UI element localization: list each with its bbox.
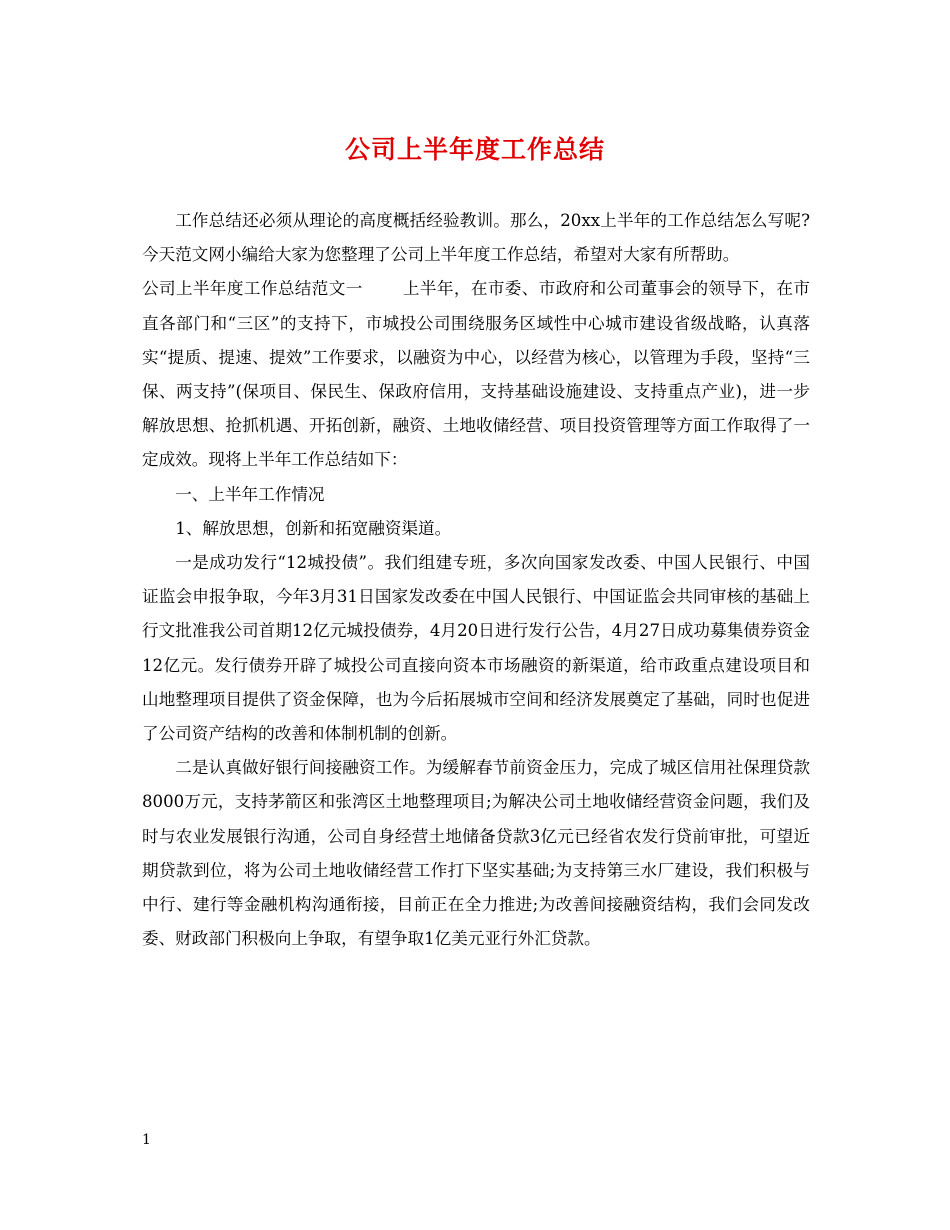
section-heading: 一、上半年工作情况 (175, 484, 325, 504)
body-paragraph-1: 一是成功发行“12城投债”。我们组建专班，多次向国家发改委、中国人民银行、中国证监会申报争取，今年3月31日国家发改委在中国人民银行、中国证监会共同审核的基础上行文批准我公司首期12亿元城投债券，4月20日进行发行公告，4月27日成功募集债券资金12亿元。发行债券开辟了城投公司直接向资本市场融资的新渠道，给市政重点建设项目和山地整理项目提供了资金保障，也为今后拓展城市空间和经济发展奠定了基础，同时也促进了公司资产结构的改善和体制机制的创新。 (142, 553, 810, 744)
document-body (142, 204, 810, 956)
sample-opening: 上半年，在市委、市政府和公司董事会的领导下，在市直各部门和“三区”的支持下，市城投公司围绕服务区域性中心城市建设省级战略，认真落实“提质、提速、提效”工作要求，以融资为中心，以经营为核心，以管理为手段，坚持“三保、两支持”(保项目、保民生、保政府信用，支持基础设施建设、支持重点产业)，进一步解放思想、抢抓机遇、开拓创新，融资、土地收储经营、项目投资管理等方面工作取得了一定成效。现将上半年工作总结如下： (142, 279, 811, 470)
document-title: 公司上半年度工作总结 (344, 135, 605, 164)
sample-heading: 公司上半年度工作总结范文一 (142, 279, 363, 299)
subsection-heading: 1、解放思想，创新和拓宽融资渠道。 (175, 518, 452, 538)
page-number: 1 (142, 1132, 151, 1148)
intro-paragraph: 工作总结还必须从理论的高度概括经验教训。那么，20xx上半年的工作总结怎么写呢?今天范文网小编给大家为您整理了公司上半年度工作总结，希望对大家有所帮助。 (142, 211, 810, 265)
body-paragraph-2: 二是认真做好银行间接融资工作。为缓解春节前资金压力，完成了城区信用社保理贷款8000万元，支持茅箭区和张湾区土地整理项目;为解决公司土地收储经营资金问题，我们及时与农业发展银行沟通，公司自身经营土地储备贷款3亿元已经省农发行贷前审批，可望近期贷款到位，将为公司土地收储经营工作打下坚实基础;为支持第三水厂建设，我们积极与中行、建行等金融机构沟通衔接，目前正在全力推进;为改善间接融资结构，我们会同发改委、财政部门积极向上争取，有望争取1亿美元亚行外汇贷款。 (142, 758, 810, 949)
sample-paragraph (142, 272, 810, 477)
